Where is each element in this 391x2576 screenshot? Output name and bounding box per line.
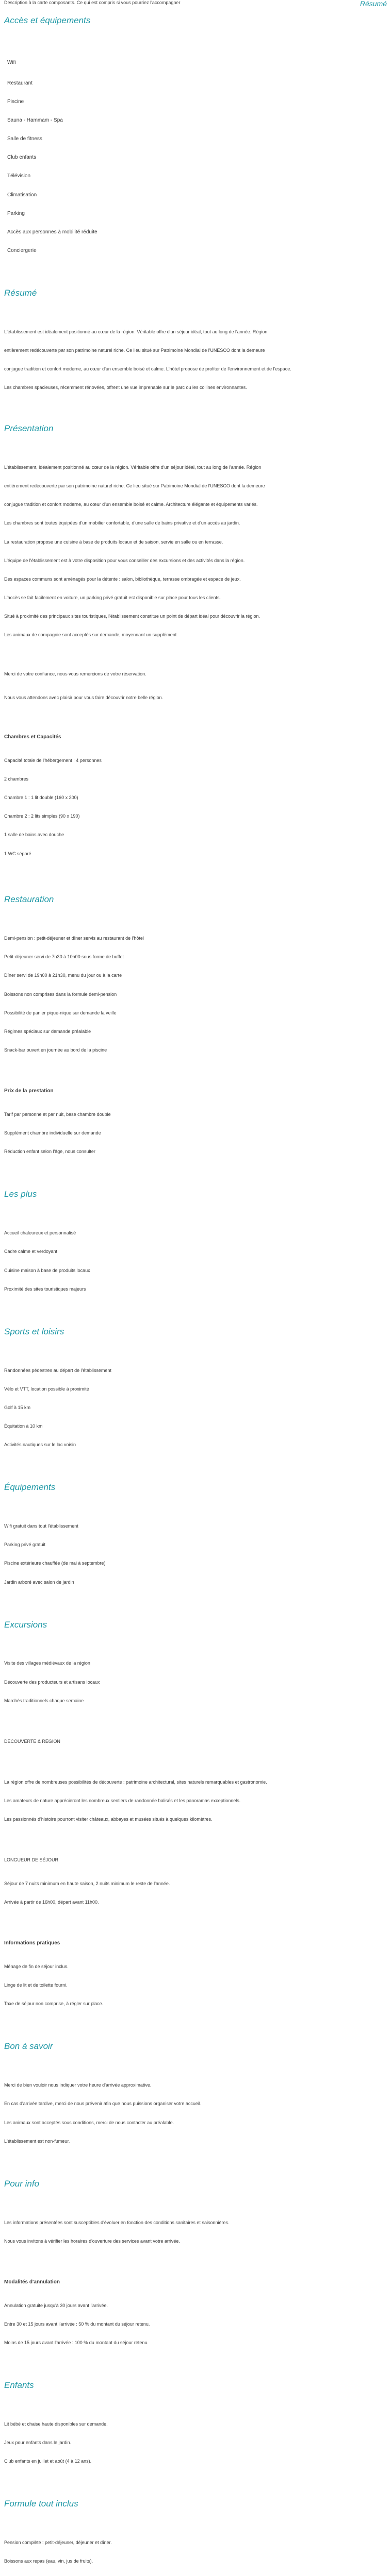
text-line: Vélo et VTT, location possible à proximité bbox=[4, 1386, 89, 1392]
text-line: 1 WC séparé bbox=[4, 851, 31, 856]
text-line: 1 salle de bains avec douche bbox=[4, 832, 64, 837]
text-line: Golf à 15 km bbox=[4, 1405, 31, 1410]
list-item: Sauna - Hammam - Spa bbox=[7, 117, 63, 123]
text-line: Annulation gratuite jusqu'à 30 jours avant l'arrivée. bbox=[4, 2303, 108, 2308]
list-item: Piscine bbox=[7, 99, 24, 105]
text-line: L'accès se fait facilement en voiture, un parking privé gratuit est disponible sur place pour tous les clients. bbox=[4, 595, 221, 600]
text-line: Ménage de fin de séjour inclus. bbox=[4, 1964, 69, 1969]
text-line: Chambre 1 : 1 lit double (160 x 200) bbox=[4, 795, 78, 800]
text-line: Taxe de séjour non comprise, à régler sur place. bbox=[4, 2001, 104, 2006]
text-line: Séjour de 7 nuits minimum en haute saison, 2 nuits minimum le reste de l'année. bbox=[4, 1881, 170, 1886]
text-line: Informations pratiques bbox=[4, 1940, 60, 1946]
text-line: conjugue tradition et confort moderne, au cœur d'un ensemble boisé et calme. L'hôtel propose de profiter de l'environnement et de l'espace. bbox=[4, 366, 291, 371]
list-item: Salle de fitness bbox=[7, 136, 42, 142]
section-heading: Les plus bbox=[4, 1189, 37, 1199]
text-line: DÉCOUVERTE & RÉGION bbox=[4, 1739, 60, 1744]
text-line: La restauration propose une cuisine à base de produits locaux et de saison, servie en salle ou en terrasse. bbox=[4, 539, 223, 545]
text-line: Des espaces communs sont aménagés pour la détente : salon, bibliothèque, terrasse ombragée et espace de jeux. bbox=[4, 577, 241, 582]
text-line: Équitation à 10 km bbox=[4, 1423, 43, 1429]
list-item: Parking bbox=[7, 211, 25, 216]
text-line: Moins de 15 jours avant l'arrivée : 100 % du montant du séjour retenu. bbox=[4, 2340, 149, 2345]
section-heading: Équipements bbox=[4, 1482, 56, 1492]
text-line: entièrement redécouverte par son patrimoine naturel riche. Ce lieu situé sur Patrimoine Mondial de l'UNESCO dont la demeure bbox=[4, 483, 265, 488]
text-line: LONGUEUR DE SÉJOUR bbox=[4, 1857, 59, 1862]
text-line: Situé à proximité des principaux sites touristiques, l'établissement constitue un point de départ idéal pour découvrir la région. bbox=[4, 614, 260, 619]
text-line: Linge de lit et de toilette fourni. bbox=[4, 1982, 68, 1988]
text-line: Tarif par personne et par nuit, base chambre double bbox=[4, 1112, 111, 1117]
text-line: Wifi gratuit dans tout l'établissement bbox=[4, 1523, 78, 1529]
text-line: Boissons aux repas (eau, vin, jus de fruits). bbox=[4, 2558, 93, 2564]
text-line: Modalités d'annulation bbox=[4, 2279, 60, 2285]
text-line: L'établissement est idéalement positionné au cœur de la région. Véritable offre d'un séjour idéal, tout au long de l'année. Région bbox=[4, 329, 268, 334]
text-line: Merci de votre confiance, nous vous remercions de votre réservation. bbox=[4, 671, 146, 676]
section-heading: Restauration bbox=[4, 894, 54, 904]
text-line: Visite des villages médiévaux de la région bbox=[4, 1660, 90, 1666]
text-line: Chambre 2 : 2 lits simples (90 x 190) bbox=[4, 814, 80, 819]
text-line: Club enfants en juillet et août (4 à 12 ans). bbox=[4, 2459, 92, 2464]
text-line: Dîner servi de 19h00 à 21h30, menu du jour ou à la carte bbox=[4, 973, 122, 978]
section-heading: Pour info bbox=[4, 2179, 40, 2189]
intro-line: Description à la carte composants. Ce qui est compris si vous pourriez l'accompagner bbox=[4, 0, 181, 5]
section-heading: Bon à savoir bbox=[4, 2041, 53, 2051]
text-line: Supplément chambre individuelle sur demande bbox=[4, 1130, 101, 1136]
text-line: Piscine extérieure chauffée (de mai à septembre) bbox=[4, 1561, 106, 1566]
text-line: Accueil chaleureux et personnalisé bbox=[4, 1230, 76, 1235]
text-line: Réduction enfant selon l'âge, nous consulter bbox=[4, 1149, 95, 1154]
text-line: Nous vous attendons avec plaisir pour vous faire découvrir notre belle région. bbox=[4, 695, 164, 700]
list-item: Climatisation bbox=[7, 192, 37, 198]
section-heading: Sports et loisirs bbox=[4, 1327, 64, 1336]
text-line: Randonnées pédestres au départ de l'établissement bbox=[4, 1368, 111, 1373]
text-line: En cas d'arrivée tardive, merci de nous prévenir afin que nous puissions organiser votre accueil. bbox=[4, 2101, 202, 2106]
section-heading: Excursions bbox=[4, 1620, 47, 1630]
section-heading: Enfants bbox=[4, 2380, 34, 2390]
text-line: Entre 30 et 15 jours avant l'arrivée : 50 % du montant du séjour retenu. bbox=[4, 2321, 150, 2327]
text-line: Les animaux de compagnie sont acceptés sur demande, moyennant un supplément. bbox=[4, 632, 178, 637]
text-line: Lit bébé et chaise haute disponibles sur demande. bbox=[4, 2421, 108, 2427]
text-line: Les amateurs de nature apprécieront les nombreux sentiers de randonnée balisés et les panoramas exceptionnels. bbox=[4, 1798, 241, 1803]
text-line: Chambres et Capacités bbox=[4, 734, 61, 740]
list-item: Télévision bbox=[7, 173, 31, 179]
section-heading: Résumé bbox=[4, 288, 37, 298]
text-line: Prix de la prestation bbox=[4, 1088, 54, 1094]
text-line: Marchés traditionnels chaque semaine bbox=[4, 1698, 84, 1703]
section-heading: Accès et équipements bbox=[4, 15, 91, 25]
text-line: Proximité des sites touristiques majeurs bbox=[4, 1286, 86, 1292]
text-line: 2 chambres bbox=[4, 776, 29, 782]
text-line: L'équipe de l'établissement est à votre disposition pour vous conseiller des excursions et des activités dans la région. bbox=[4, 558, 245, 563]
text-line: Boissons non comprises dans la formule demi-pension bbox=[4, 992, 117, 997]
list-item: Club enfants bbox=[7, 155, 37, 160]
text-line: Les chambres spacieuses, récemment rénovées, offrent une vue imprenable sur le parc ou les collines environnantes. bbox=[4, 385, 247, 390]
text-line: Capacité totale de l'hébergement : 4 personnes bbox=[4, 758, 102, 763]
text-line: conjugue tradition et confort moderne, au cœur d'un ensemble boisé et calme. Architecture élégante et équipements variés. bbox=[4, 502, 258, 507]
text-line: Parking privé gratuit bbox=[4, 1542, 46, 1547]
text-line: Régimes spéciaux sur demande préalable bbox=[4, 1029, 91, 1034]
text-line: Cuisine maison à base de produits locaux bbox=[4, 1268, 90, 1273]
text-line: Les animaux sont acceptés sous conditions, merci de nous contacter au préalable. bbox=[4, 2120, 174, 2125]
text-line: Possibilité de panier pique-nique sur demande la veille bbox=[4, 1010, 117, 1015]
list-item: Wifi bbox=[7, 60, 16, 65]
section-heading: Formule tout inclus bbox=[4, 2499, 78, 2509]
text-line: Nous vous invitons à vérifier les horaires d'ouverture des services avant votre arrivée. bbox=[4, 2239, 180, 2244]
text-line: entièrement redécouverte par son patrimoine naturel riche. Ce lieu situé sur Patrimoine Mondial de l'UNESCO dont la demeure bbox=[4, 348, 265, 353]
text-line: Les chambres sont toutes équipées d'un mobilier confortable, d'une salle de bains privative et d'un accès au jardin. bbox=[4, 520, 240, 526]
text-line: Jardin arboré avec salon de jardin bbox=[4, 1580, 74, 1585]
text-line: L'établissement est non-fumeur. bbox=[4, 2139, 70, 2144]
text-line: Merci de bien vouloir nous indiquer votre heure d'arrivée approximative. bbox=[4, 2082, 152, 2088]
text-line: Les passionnés d'histoire pourront visiter châteaux, abbayes et musées situés à quelques kilomètres. bbox=[4, 1817, 213, 1822]
section-heading: Présentation bbox=[4, 423, 54, 433]
brand: Résumé bbox=[360, 0, 387, 8]
list-item: Restaurant bbox=[7, 80, 32, 86]
text-line: Petit-déjeuner servi de 7h30 à 10h00 sous forme de buffet bbox=[4, 954, 124, 959]
text-line: Cadre calme et verdoyant bbox=[4, 1249, 58, 1254]
text-line: L'établissement, idéalement positionné au cœur de la région. Véritable offre d'un séjour idéal, tout au long de l'année. Région bbox=[4, 465, 262, 470]
text-line: Snack-bar ouvert en journée au bord de la piscine bbox=[4, 1047, 107, 1053]
text-line: Demi-pension : petit-déjeuner et dîner servis au restaurant de l'hôtel bbox=[4, 936, 144, 941]
list-item: Conciergerie bbox=[7, 248, 37, 253]
text-line: Arrivée à partir de 16h00, départ avant 11h00. bbox=[4, 1900, 99, 1905]
text-line: Jeux pour enfants dans le jardin. bbox=[4, 2440, 72, 2445]
text-line: La région offre de nombreuses possibilités de découverte : patrimoine architectural, sites naturels remarquables et gastronomie. bbox=[4, 1780, 267, 1785]
text-line: Pension complète : petit-déjeuner, déjeuner et dîner. bbox=[4, 2540, 112, 2545]
list-item: Accès aux personnes à mobilité réduite bbox=[7, 229, 97, 235]
text-line: Découverte des producteurs et artisans locaux bbox=[4, 1680, 100, 1685]
text-line: Les informations présentées sont susceptibles d'évoluer en fonction des conditions sanitaires et saisonnières. bbox=[4, 2220, 230, 2225]
text-line: Activités nautiques sur le lac voisin bbox=[4, 1442, 76, 1447]
